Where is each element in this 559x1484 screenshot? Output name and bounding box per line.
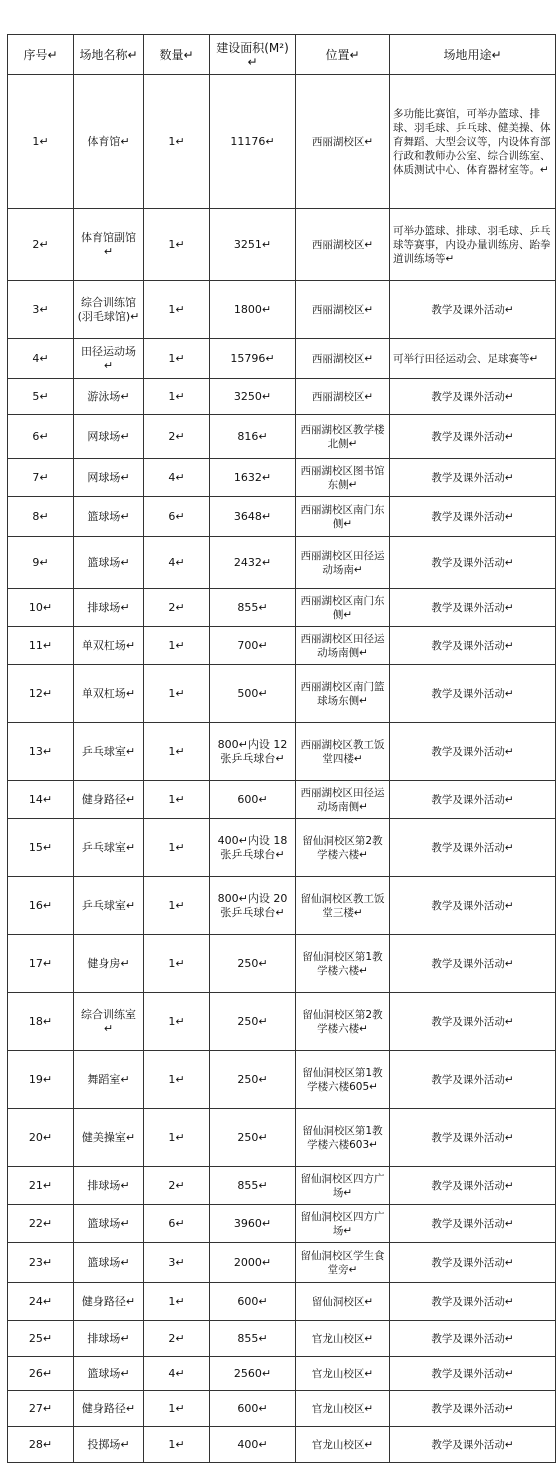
venue-name-cell: 网球场↵: [74, 415, 144, 459]
location-cell: 西丽湖校区南门东侧↵: [296, 589, 390, 627]
venue-name-cell: 篮球场↵: [74, 1243, 144, 1283]
quantity-cell: 1↵: [144, 379, 210, 415]
quantity-cell: 1↵: [144, 1109, 210, 1167]
location-cell: 留仙洞校区↵: [296, 1283, 390, 1321]
location-cell: 留仙洞校区第1教学楼六楼605↵: [296, 1051, 390, 1109]
usage-cell: 教学及课外活动↵: [390, 627, 556, 665]
usage-cell: 教学及课外活动↵: [390, 1357, 556, 1391]
venue-name-cell: 健身路径↵: [74, 1283, 144, 1321]
venue-name-cell: 健身房↵: [74, 935, 144, 993]
row-index-cell: 14↵: [8, 781, 74, 819]
location-cell: 西丽湖校区田径运动场南↵: [296, 537, 390, 589]
quantity-cell: 1↵: [144, 339, 210, 379]
header-usage: 场地用途↵: [390, 35, 556, 75]
usage-cell: 教学及课外活动↵: [390, 1283, 556, 1321]
quantity-cell: 6↵: [144, 497, 210, 537]
location-cell: 西丽湖校区↵: [296, 339, 390, 379]
area-cell: 11176↵: [210, 75, 296, 209]
row-index-cell: 26↵: [8, 1357, 74, 1391]
area-cell: 15796↵: [210, 339, 296, 379]
row-index-cell: 27↵: [8, 1391, 74, 1427]
header-index: 序号↵: [8, 35, 74, 75]
usage-cell: 教学及课外活动↵: [390, 415, 556, 459]
quantity-cell: 1↵: [144, 1427, 210, 1463]
usage-cell: 可举办篮球、排球、羽毛球、乒乓球等赛事，内设办量训练房、跆拳道训练场等↵: [390, 209, 556, 281]
quantity-cell: 1↵: [144, 1391, 210, 1427]
area-cell: 3250↵: [210, 379, 296, 415]
table-row: [8, 781, 556, 819]
location-cell: 西丽湖校区↵: [296, 75, 390, 209]
location-cell: 官龙山校区↵: [296, 1391, 390, 1427]
quantity-cell: 6↵: [144, 1205, 210, 1243]
quantity-cell: 4↵: [144, 459, 210, 497]
row-index-cell: 18↵: [8, 993, 74, 1051]
area-cell: 500↵: [210, 665, 296, 723]
area-cell: 855↵: [210, 1167, 296, 1205]
location-cell: 官龙山校区↵: [296, 1321, 390, 1357]
area-cell: 800↵内设 12张乒乓球台↵: [210, 723, 296, 781]
row-index-cell: 25↵: [8, 1321, 74, 1357]
usage-cell: 教学及课外活动↵: [390, 1391, 556, 1427]
location-cell: 留仙洞校区四方广场↵: [296, 1167, 390, 1205]
quantity-cell: 4↵: [144, 1357, 210, 1391]
table-row: [8, 1391, 556, 1427]
venue-name-cell: 体育馆副馆↵: [74, 209, 144, 281]
table-row: [8, 1283, 556, 1321]
quantity-cell: 1↵: [144, 75, 210, 209]
area-cell: 600↵: [210, 781, 296, 819]
table-row: [8, 935, 556, 993]
table-row: [8, 1357, 556, 1391]
row-index-cell: 13↵: [8, 723, 74, 781]
venue-name-cell: 篮球场↵: [74, 537, 144, 589]
row-index-cell: 8↵: [8, 497, 74, 537]
area-cell: 1632↵: [210, 459, 296, 497]
venue-name-cell: 体育馆↵: [74, 75, 144, 209]
table-row: [8, 459, 556, 497]
location-cell: 西丽湖校区南门篮球场东侧↵: [296, 665, 390, 723]
row-index-cell: 15↵: [8, 819, 74, 877]
location-cell: 留仙洞校区第2教学楼六楼↵: [296, 819, 390, 877]
area-cell: 250↵: [210, 1051, 296, 1109]
quantity-cell: 1↵: [144, 627, 210, 665]
location-cell: 西丽湖校区南门东侧↵: [296, 497, 390, 537]
venue-name-cell: 投掷场↵: [74, 1427, 144, 1463]
usage-cell: 教学及课外活动↵: [390, 1427, 556, 1463]
area-cell: 700↵: [210, 627, 296, 665]
table-header-row: [8, 35, 556, 75]
usage-cell: 教学及课外活动↵: [390, 1051, 556, 1109]
venue-name-cell: 综合训练室↵: [74, 993, 144, 1051]
row-index-cell: 4↵: [8, 339, 74, 379]
area-cell: 3960↵: [210, 1205, 296, 1243]
area-cell: 816↵: [210, 415, 296, 459]
table-row: [8, 589, 556, 627]
header-location: 位置↵: [296, 35, 390, 75]
venue-name-cell: 单双杠场↵: [74, 665, 144, 723]
venue-name-cell: 篮球场↵: [74, 497, 144, 537]
quantity-cell: 1↵: [144, 1051, 210, 1109]
location-cell: 西丽湖校区教工饭堂四楼↵: [296, 723, 390, 781]
usage-cell: 教学及课外活动↵: [390, 1167, 556, 1205]
usage-cell: 教学及课外活动↵: [390, 589, 556, 627]
usage-cell: 教学及课外活动↵: [390, 781, 556, 819]
venue-name-cell: 排球场↵: [74, 1167, 144, 1205]
table-row: [8, 281, 556, 339]
venue-name-cell: 乒乓球室↵: [74, 877, 144, 935]
row-index-cell: 19↵: [8, 1051, 74, 1109]
table-row: [8, 1243, 556, 1283]
quantity-cell: 2↵: [144, 415, 210, 459]
location-cell: 官龙山校区↵: [296, 1357, 390, 1391]
location-cell: 西丽湖校区教学楼北侧↵: [296, 415, 390, 459]
usage-cell: 教学及课外活动↵: [390, 819, 556, 877]
venue-name-cell: 乒乓球室↵: [74, 723, 144, 781]
header-venue-name: 场地名称↵: [74, 35, 144, 75]
quantity-cell: 2↵: [144, 589, 210, 627]
header-area: 建设面积(M²)↵: [210, 35, 296, 75]
row-index-cell: 6↵: [8, 415, 74, 459]
area-cell: 1800↵: [210, 281, 296, 339]
row-index-cell: 9↵: [8, 537, 74, 589]
area-cell: 800↵内设 20张乒乓球台↵: [210, 877, 296, 935]
quantity-cell: 4↵: [144, 537, 210, 589]
row-index-cell: 21↵: [8, 1167, 74, 1205]
usage-cell: 教学及课外活动↵: [390, 459, 556, 497]
row-index-cell: 11↵: [8, 627, 74, 665]
table-row: [8, 723, 556, 781]
header-quantity: 数量↵: [144, 35, 210, 75]
row-index-cell: 23↵: [8, 1243, 74, 1283]
quantity-cell: 1↵: [144, 781, 210, 819]
usage-cell: 教学及课外活动↵: [390, 379, 556, 415]
quantity-cell: 1↵: [144, 665, 210, 723]
table-row: [8, 379, 556, 415]
usage-cell: 教学及课外活动↵: [390, 1109, 556, 1167]
area-cell: 600↵: [210, 1391, 296, 1427]
row-index-cell: 10↵: [8, 589, 74, 627]
area-cell: 2560↵: [210, 1357, 296, 1391]
usage-cell: 教学及课外活动↵: [390, 877, 556, 935]
area-cell: 3251↵: [210, 209, 296, 281]
usage-cell: 教学及课外活动↵: [390, 1205, 556, 1243]
venue-name-cell: 篮球场↵: [74, 1357, 144, 1391]
location-cell: 留仙洞校区教工饭堂三楼↵: [296, 877, 390, 935]
table-row: [8, 819, 556, 877]
usage-cell: 教学及课外活动↵: [390, 1243, 556, 1283]
usage-cell: 教学及课外活动↵: [390, 993, 556, 1051]
table-row: [8, 1167, 556, 1205]
area-cell: 2432↵: [210, 537, 296, 589]
location-cell: 西丽湖校区↵: [296, 379, 390, 415]
quantity-cell: 1↵: [144, 1283, 210, 1321]
usage-cell: 教学及课外活动↵: [390, 537, 556, 589]
row-index-cell: 5↵: [8, 379, 74, 415]
quantity-cell: 1↵: [144, 877, 210, 935]
venues-table: [7, 34, 556, 1463]
table-row: [8, 665, 556, 723]
venue-name-cell: 游泳场↵: [74, 379, 144, 415]
area-cell: 400↵内设 18张乒乓球台↵: [210, 819, 296, 877]
location-cell: 留仙洞校区第2教学楼六楼↵: [296, 993, 390, 1051]
table-row: [8, 993, 556, 1051]
usage-cell: 教学及课外活动↵: [390, 281, 556, 339]
row-index-cell: 24↵: [8, 1283, 74, 1321]
location-cell: 西丽湖校区↵: [296, 209, 390, 281]
quantity-cell: 1↵: [144, 723, 210, 781]
venue-name-cell: 乒乓球室↵: [74, 819, 144, 877]
area-cell: 250↵: [210, 993, 296, 1051]
quantity-cell: 1↵: [144, 993, 210, 1051]
table-row: [8, 75, 556, 209]
quantity-cell: 1↵: [144, 281, 210, 339]
venue-name-cell: 健美操室↵: [74, 1109, 144, 1167]
location-cell: 留仙洞校区学生食堂旁↵: [296, 1243, 390, 1283]
table-row: [8, 1205, 556, 1243]
location-cell: 留仙洞校区第1教学楼六楼603↵: [296, 1109, 390, 1167]
area-cell: 3648↵: [210, 497, 296, 537]
usage-cell: 多功能比赛馆，可举办篮球、排球、羽毛球、乒乓球、健美操、体育舞蹈、大型会议等，内设体育部行政和教师办公室、综合训练室、体质测试中心、体育器材室等。↵: [390, 75, 556, 209]
venue-name-cell: 篮球场↵: [74, 1205, 144, 1243]
location-cell: 留仙洞校区四方广场↵: [296, 1205, 390, 1243]
row-index-cell: 12↵: [8, 665, 74, 723]
row-index-cell: 7↵: [8, 459, 74, 497]
location-cell: 西丽湖校区田径运动场南侧↵: [296, 781, 390, 819]
venue-name-cell: 排球场↵: [74, 589, 144, 627]
venue-name-cell: 健身路径↵: [74, 1391, 144, 1427]
usage-cell: 教学及课外活动↵: [390, 665, 556, 723]
row-index-cell: 2↵: [8, 209, 74, 281]
table-row: [8, 1321, 556, 1357]
table-row: [8, 627, 556, 665]
row-index-cell: 1↵: [8, 75, 74, 209]
row-index-cell: 22↵: [8, 1205, 74, 1243]
quantity-cell: 1↵: [144, 935, 210, 993]
quantity-cell: 3↵: [144, 1243, 210, 1283]
usage-cell: 教学及课外活动↵: [390, 497, 556, 537]
venue-name-cell: 健身路径↵: [74, 781, 144, 819]
area-cell: 855↵: [210, 589, 296, 627]
venue-name-cell: 网球场↵: [74, 459, 144, 497]
usage-cell: 教学及课外活动↵: [390, 1321, 556, 1357]
venue-name-cell: 综合训练馆(羽毛球馆)↵: [74, 281, 144, 339]
location-cell: 西丽湖校区图书馆东侧↵: [296, 459, 390, 497]
area-cell: 400↵: [210, 1427, 296, 1463]
table-row: [8, 537, 556, 589]
table-row: [8, 877, 556, 935]
area-cell: 250↵: [210, 1109, 296, 1167]
area-cell: 600↵: [210, 1283, 296, 1321]
table-row: [8, 415, 556, 459]
quantity-cell: 2↵: [144, 1321, 210, 1357]
table-row: [8, 1427, 556, 1463]
venue-name-cell: 田径运动场↵: [74, 339, 144, 379]
quantity-cell: 1↵: [144, 819, 210, 877]
table-row: [8, 209, 556, 281]
area-cell: 855↵: [210, 1321, 296, 1357]
area-cell: 250↵: [210, 935, 296, 993]
table-row: [8, 1109, 556, 1167]
usage-cell: 教学及课外活动↵: [390, 723, 556, 781]
quantity-cell: 1↵: [144, 209, 210, 281]
table-row: [8, 339, 556, 379]
quantity-cell: 2↵: [144, 1167, 210, 1205]
usage-cell: 教学及课外活动↵: [390, 935, 556, 993]
row-index-cell: 28↵: [8, 1427, 74, 1463]
usage-cell: 可举行田径运动会、足球赛等↵: [390, 339, 556, 379]
table-row: [8, 1051, 556, 1109]
location-cell: 官龙山校区↵: [296, 1427, 390, 1463]
row-index-cell: 17↵: [8, 935, 74, 993]
location-cell: 西丽湖校区↵: [296, 281, 390, 339]
row-index-cell: 3↵: [8, 281, 74, 339]
area-cell: 2000↵: [210, 1243, 296, 1283]
venue-name-cell: 排球场↵: [74, 1321, 144, 1357]
location-cell: 留仙洞校区第1教学楼六楼↵: [296, 935, 390, 993]
location-cell: 西丽湖校区田径运动场南侧↵: [296, 627, 390, 665]
row-index-cell: 16↵: [8, 877, 74, 935]
venue-name-cell: 舞蹈室↵: [74, 1051, 144, 1109]
venue-name-cell: 单双杠场↵: [74, 627, 144, 665]
table-row: [8, 497, 556, 537]
row-index-cell: 20↵: [8, 1109, 74, 1167]
